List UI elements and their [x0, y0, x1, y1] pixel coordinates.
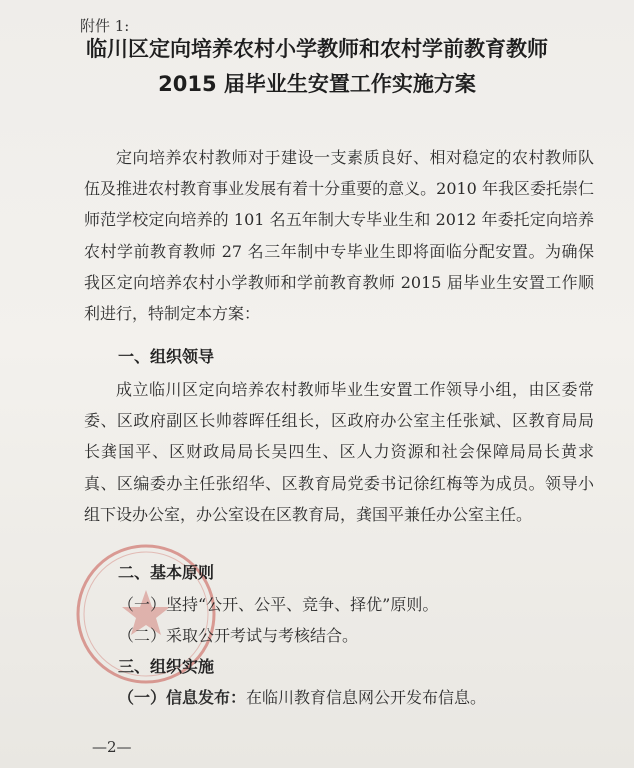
document-title-line-2: 2015 届毕业生安置工作实施方案 — [158, 72, 476, 96]
organization-paragraph: 成立临川区定向培养农村教师毕业生安置工作领导小组，由区委常委、区政府副区长帅蓉晖任组长，区政府办公室主任张斌、区教育局局长龚国平、区财政局局长吴四生、区人力资源和社会保障局局长黄求真、区编委办主任张绍华、区教育局党委书记徐红梅等为成员。领导小组下设办公室，办公室设在区教育局，龚国平兼任办公室主任。 — [84, 380, 594, 524]
implementation-item-1 — [118, 685, 486, 708]
intro-paragraph: 定向培养农村教师对于建设一支素质良好、相对稳定的农村教师队伍及推进农村教育事业发展有着十分重要的意义。2010 年我区委托崇仁师范学校定向培养的 101 名五年制大专毕业生和 2012 年委托定向培养农村学前教育教师 27 名三年制中专毕业生即将面临分配安置。为确保我区定向培养农村小学教师和学前教育教师 2015 届毕业生安置工作顺利进行，特制定本方案： — [84, 148, 594, 324]
document-title-line-1: 临川区定向培养农村小学教师和农村学前教育教师 — [86, 37, 548, 61]
page-number: —2— — [92, 738, 132, 756]
section-heading-implementation: 三、组织实施 — [118, 657, 215, 676]
attachment-label: 附件 1: — [80, 17, 130, 35]
principle-item-1: （一）坚持“公开、公平、竞争、择优”原则。 — [118, 595, 439, 614]
implementation-item-1-text: 在临川教育信息网公开发布信息。 — [246, 688, 487, 707]
implementation-item-1-label: （一）信息发布： — [118, 688, 247, 707]
principle-item-2: （二）采取公开考试与考核结合。 — [118, 626, 359, 645]
section-heading-organization: 一、组织领导 — [118, 347, 215, 366]
section-heading-principles: 二、基本原则 — [118, 563, 215, 582]
